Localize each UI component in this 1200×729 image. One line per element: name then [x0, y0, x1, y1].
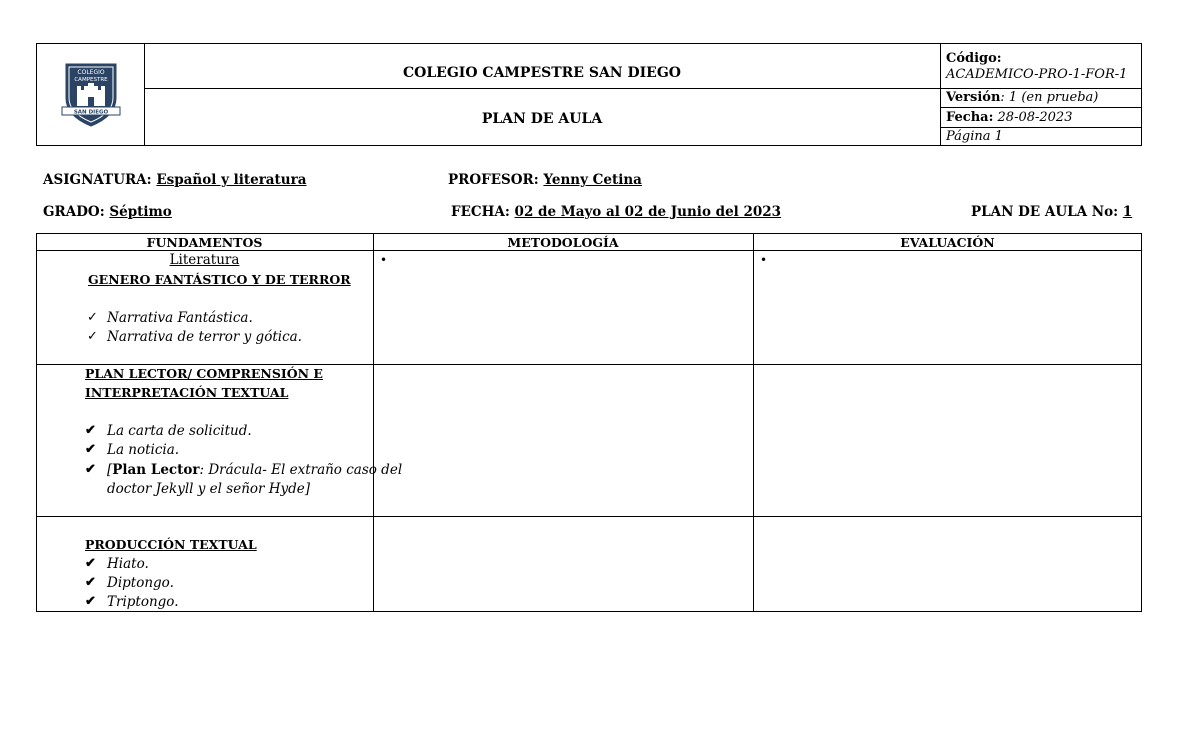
document-title: PLAN DE AULA	[481, 111, 603, 127]
table-col-divider-2	[753, 233, 754, 612]
plan-number-label: PLAN DE AULA No:	[971, 204, 1123, 220]
heavy-check-icon: ✔	[85, 423, 96, 438]
version-label: Versión	[946, 90, 1001, 105]
version-field	[946, 90, 1098, 105]
fecha-label: FECHA:	[451, 204, 515, 220]
check-icon: ✓	[87, 329, 98, 344]
heavy-check-icon: ✔	[85, 442, 96, 457]
meta-line-2	[940, 127, 1142, 128]
check-icon: ✓	[87, 310, 98, 325]
plan-number-field	[971, 204, 1132, 220]
row3-item-1: Hiato.	[107, 556, 149, 572]
row1-heading-genero: GENERO FANTÁSTICO Y DE TERROR	[88, 272, 351, 287]
fecha-field-info	[451, 204, 781, 220]
meta-line-1	[940, 107, 1142, 108]
row3-heading-produccion: PRODUCCIÓN TEXTUAL	[85, 537, 257, 552]
version-value: : 1 (en prueba)	[1000, 90, 1099, 105]
row1-item-1: Narrativa Fantástica.	[107, 310, 253, 326]
pagina-label: Página 1	[946, 129, 1003, 144]
metodologia-bullet-icon: •	[380, 253, 388, 267]
heavy-check-icon: ✔	[85, 556, 96, 571]
row1-item-2: Narrativa de terror y gótica.	[107, 329, 302, 345]
grado-field	[43, 204, 172, 220]
heavy-check-icon: ✔	[85, 594, 96, 609]
codigo-value: ACADEMICO-PRO-1-FOR-1	[946, 67, 1128, 82]
profesor-label: PROFESOR:	[448, 172, 544, 188]
fecha-value: 02 de Mayo al 02 de Junio del 2023	[514, 204, 782, 220]
profesor-value: Yenny Cetina	[543, 172, 642, 188]
header-fecha-label: Fecha:	[946, 110, 994, 125]
header-mid-line	[144, 88, 1142, 89]
column-header-evaluacion: EVALUACIÓN	[900, 235, 995, 250]
row3-item-3: Triptongo.	[107, 594, 179, 610]
header-divider-right	[940, 43, 941, 146]
fecha-field	[946, 110, 1072, 125]
plan-lector-label: Plan Lector	[112, 462, 200, 478]
row2-plan-lector-line-2: doctor Jekyll y el señor Hyde]	[107, 481, 311, 497]
logo-text-colegio: COLEGIO	[77, 69, 105, 76]
school-shield-icon	[60, 60, 122, 128]
table-col-divider-1	[373, 233, 374, 612]
heavy-check-icon: ✔	[85, 575, 96, 590]
row3-item-2: Diptongo.	[107, 575, 174, 591]
asignatura-value: Español y literatura	[156, 172, 307, 188]
logo-text-sandiego: SAN DIEGO	[73, 109, 109, 116]
logo-text-campestre: CAMPESTRE	[74, 77, 108, 83]
table-header-line	[36, 250, 1142, 251]
header-divider-left	[144, 43, 145, 146]
codigo-label: Código:	[946, 51, 1002, 66]
row2-item-2: La noticia.	[107, 442, 180, 458]
grado-value: Séptimo	[109, 204, 172, 220]
grado-label: GRADO:	[43, 204, 110, 220]
school-name: COLEGIO CAMPESTRE SAN DIEGO	[403, 65, 681, 81]
row2-heading-plan-lector: PLAN LECTOR/ COMPRENSIÓN E	[85, 366, 323, 381]
column-header-fundamentos: FUNDAMENTOS	[146, 235, 263, 250]
profesor-field	[448, 172, 642, 188]
plan-number-value: 1	[1122, 204, 1133, 220]
header-fecha-value: 28-08-2023	[993, 110, 1073, 125]
column-header-metodologia: METODOLOGÍA	[507, 235, 619, 250]
row2-heading-interpretacion: INTERPRETACIÓN TEXTUAL	[85, 385, 289, 400]
plan-lector-bracket: [	[107, 462, 113, 478]
plan-lector-books-1: : Drácula- El extraño caso del	[199, 462, 403, 478]
asignatura-field	[43, 172, 306, 188]
asignatura-label: ASIGNATURA:	[43, 172, 157, 188]
table-row-line-1	[36, 364, 1142, 365]
row2-plan-lector-line-1	[107, 462, 402, 478]
school-logo	[60, 60, 122, 128]
table-row-line-2	[36, 516, 1142, 517]
row2-item-1: La carta de solicitud.	[107, 423, 252, 439]
evaluacion-bullet-icon: •	[760, 253, 768, 267]
row1-heading-literatura: Literatura	[169, 252, 240, 268]
heavy-check-icon: ✔	[85, 462, 96, 477]
